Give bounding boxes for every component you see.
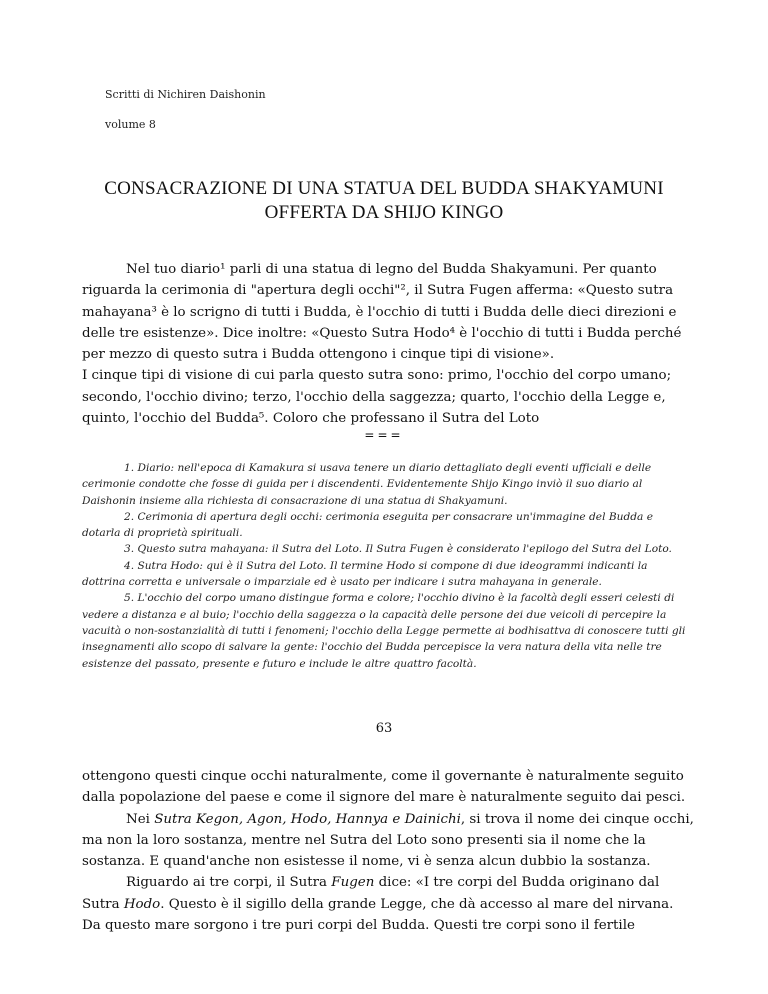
body-section-1	[82, 259, 694, 429]
page-number: 63	[375, 721, 393, 736]
body-paragraph	[82, 809, 694, 873]
footnote: 4. Sutra Hodo: qui è il Sutra del Loto. Il termine Hodo si compone di due ideogrammi indicanti la dottrina corretta e universale o imparziale ed è usato per indicare i sutra mahayana in generale.	[82, 559, 648, 589]
footnote: 3. Questo sutra mahayana: il Sutra del Loto. Il Sutra Fugen è considerato l'epilogo del Sutra del Loto.	[124, 543, 672, 556]
document-title-line-1: CONSACRAZIONE DI UNA STATUA DEL BUDDA SHAKYAMUNI	[104, 178, 664, 199]
footnotes	[82, 460, 694, 672]
body-paragraph: Nel tuo diario¹ parli di una statua di legno del Budda Shakyamuni. Per quanto riguarda la cerimonia di "apertura degli occhi"², il Sutra Fugen afferma: «Questo sutra mahayana³ è lo scrigno di tutti i Budda, è l'occhio di tutti i Budda delle dieci direzioni e delle tre esistenze». Dice inoltre: «Questo Sutra Hodo⁴ è l'occhio di tutti i Budda perché per mezzo di questo sutra i Budda ottengono i cinque tipi di visione».	[82, 262, 682, 363]
text-run: . Questo è il sigillo della grande Legge, che dà accesso al mare del nirvana. Da questo mare sorgono i tre puri corpi del Budda. Questi tre corpi sono il fertile	[82, 896, 674, 934]
text-run: , si trova il nome dei cinque occhi, ma non la loro sostanza, mentre nel Sutra del Loto sono presenti sia il nome che la sostanza. E quand'anche non esistesse il nome, vi è senza alcun dubbio la sostanza.	[82, 811, 694, 870]
text-run: dice: «I tre corpi del Budda originano dal Sutra	[82, 875, 660, 912]
emphasized-sutra-names: Sutra Kegon, Agon, Hodo, Hannya e Dainichi	[154, 811, 461, 827]
footnote: 1. Diario: nell'epoca di Kamakura si usava tenere un diario dettagliato degli eventi ufficiali e delle cerimonie condotte che fosse di guida per i discendenti. Evidentemente Shijo Kingo inviò il suo diario al Daishonin insieme alla richiesta di consacrazione di una statua di Shakyamuni.	[82, 462, 652, 507]
body-paragraph	[82, 872, 694, 936]
footnote: 2. Cerimonia di apertura degli occhi: cerimonia eseguita per consacrare un'immagine del Budda e dotarla di proprietà spirituali.	[82, 510, 653, 540]
body-section-2	[82, 766, 694, 936]
emphasized-sutra-name: Fugen	[331, 875, 375, 891]
text-run: Riguardo ai tre corpi, il Sutra	[126, 875, 332, 891]
body-paragraph: ottengono questi cinque occhi naturalmente, come il governante è naturalmente seguito dalla popolazione del paese e come il signore del mare è naturalmente seguito dai pesci.	[82, 769, 686, 806]
collection-header: Scritti di Nichiren Daishonin	[105, 88, 266, 101]
section-separator: ===	[364, 428, 404, 442]
emphasized-sutra-name: Hodo	[123, 896, 161, 912]
text-run: Nei	[126, 811, 155, 827]
body-paragraph: I cinque tipi di visione di cui parla questo sutra sono: primo, l'occhio del corpo umano; secondo, l'occhio divino; terzo, l'occhio della saggezza; quarto, l'occhio della Legge e, quinto, l'occhio del Budda⁵. Coloro che professano il Sutra del Loto	[82, 368, 672, 427]
document-title-line-2: OFFERTA DA SHIJO KINGO	[264, 202, 504, 223]
volume-header: volume 8	[105, 118, 156, 131]
footnote: 5. L'occhio del corpo umano distingue forma e colore; l'occhio divino è la facoltà degli esseri celesti di vedere a distanza e al buio; l'occhio della saggezza o la capacità delle persone dei due veicoli di percepire la vacuità o non-sostanzialità di tutti i fenomeni; l'occhio della Legge permette ai bodhisattva di conoscere tutti gli insegnamenti allo scopo di salvare la gente: l'occhio del Budda percepisce la vera natura della vita nelle tre esistenze del passato, presente e futuro e include le altre quattro facoltà.	[82, 592, 686, 670]
